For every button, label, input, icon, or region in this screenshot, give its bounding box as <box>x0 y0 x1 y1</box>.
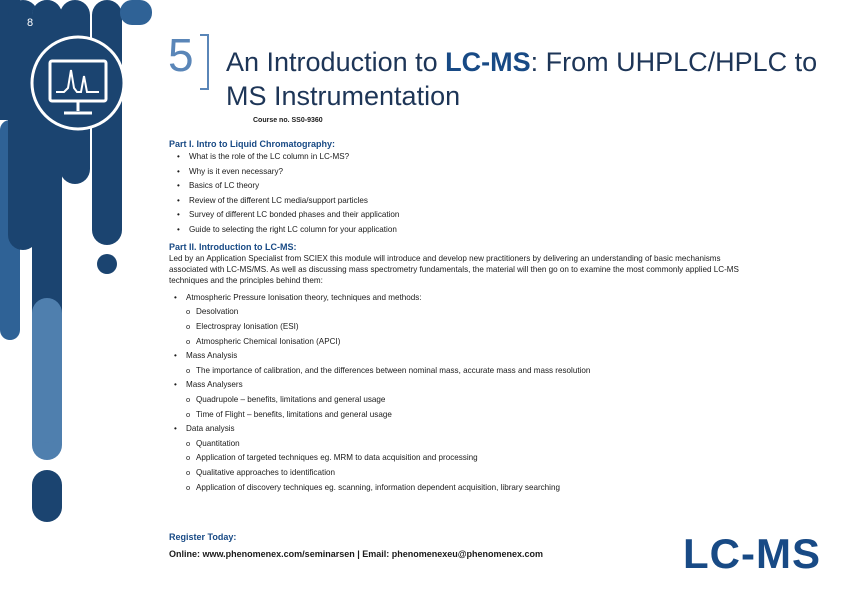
subtopic-item: o The importance of calibration, and the differences between nominal mass, accurate mass and mass resolution <box>186 364 769 379</box>
topic-label: Atmospheric Pressure Ionisation theory, techniques and methods: <box>186 292 422 302</box>
subtopic-item: o Atmospheric Chemical Ionisation (APCI) <box>186 335 769 350</box>
brand-mark: LC-MS <box>683 530 821 577</box>
subtopic-item: o Desolvation <box>186 305 769 320</box>
subtopic-item: o Application of discovery techniques eg. scanning, information dependent acquisition, library searching <box>186 481 769 496</box>
page-number: 8 <box>27 17 34 29</box>
part2-heading: Part II. Introduction to LC-MS: <box>169 241 297 252</box>
subtopic-item: o Qualitative approaches to identification <box>186 466 769 481</box>
pipe-5 <box>120 0 152 25</box>
list-item: • Survey of different LC bonded phases and their application <box>169 208 769 223</box>
part2-topics <box>169 291 769 495</box>
subtopic-item: o Time of Flight – benefits, limitations and general usage <box>186 408 769 423</box>
topic-item <box>169 422 769 495</box>
part1-heading: Part I. Intro to Liquid Chromatography: <box>169 139 335 149</box>
part2-intro: Led by an Application Specialist from SCIEX this module will introduce and develop new practitioners by delivering an understanding of basic mechanisms associated with LC-MS/MS. As well as discussing mass spectrometry fundamentals, the material will then go on to examine the most commonly applied LC-MS techniques and the principles behind them: <box>169 253 739 286</box>
topic-label: Mass Analysis <box>186 351 238 361</box>
pipe-2-segment <box>32 298 62 443</box>
list-item: • Guide to selecting the right LC column for your application <box>169 223 769 238</box>
chapter-number: 5 <box>168 29 194 81</box>
register-heading: Register Today: <box>169 532 237 542</box>
topic-label: Mass Analysers <box>186 380 243 390</box>
subtopic-item: o Quantitation <box>186 437 769 452</box>
part1-list <box>169 150 769 238</box>
subtopic-list <box>186 437 769 495</box>
title-highlight: LC-MS <box>445 47 531 77</box>
title-suffix: : From UHPLC/HPLC to MS Instrumentation <box>226 47 818 111</box>
list-item: • Basics of LC theory <box>169 179 769 194</box>
subtopic-list <box>186 364 769 379</box>
chapter-bracket <box>200 34 209 90</box>
topic-item <box>169 291 769 349</box>
topic-item <box>169 349 769 378</box>
pipe-2-tail <box>32 470 62 522</box>
list-item: • Why is it even necessary? <box>169 165 769 180</box>
decorative-pipes <box>0 0 160 595</box>
list-item: • What is the role of the LC column in LC-MS? <box>169 150 769 165</box>
topic-label: Data analysis <box>186 424 235 434</box>
icon-circle <box>32 37 124 129</box>
course-content <box>169 138 769 495</box>
subtopic-item: o Electrospray Ionisation (ESI) <box>186 320 769 335</box>
course-number: Course no. SS0-9360 <box>253 117 323 124</box>
topic-item <box>169 378 769 422</box>
subtopic-item: o Quadrupole – benefits, limitations and general usage <box>186 393 769 408</box>
subtopic-item: o Application of targeted techniques eg. MRM to data acquisition and processing <box>186 451 769 466</box>
page-title <box>226 45 826 113</box>
subtopic-list <box>186 393 769 422</box>
contact-line[interactable]: Online: www.phenomenex.com/seminarsen | Email: phenomenexeu@phenomenex.com <box>169 549 544 559</box>
list-item: • Review of the different LC media/support particles <box>169 194 769 209</box>
pipe-4-dot <box>97 254 117 274</box>
title-prefix: An Introduction to <box>226 47 446 77</box>
subtopic-list <box>186 305 769 349</box>
